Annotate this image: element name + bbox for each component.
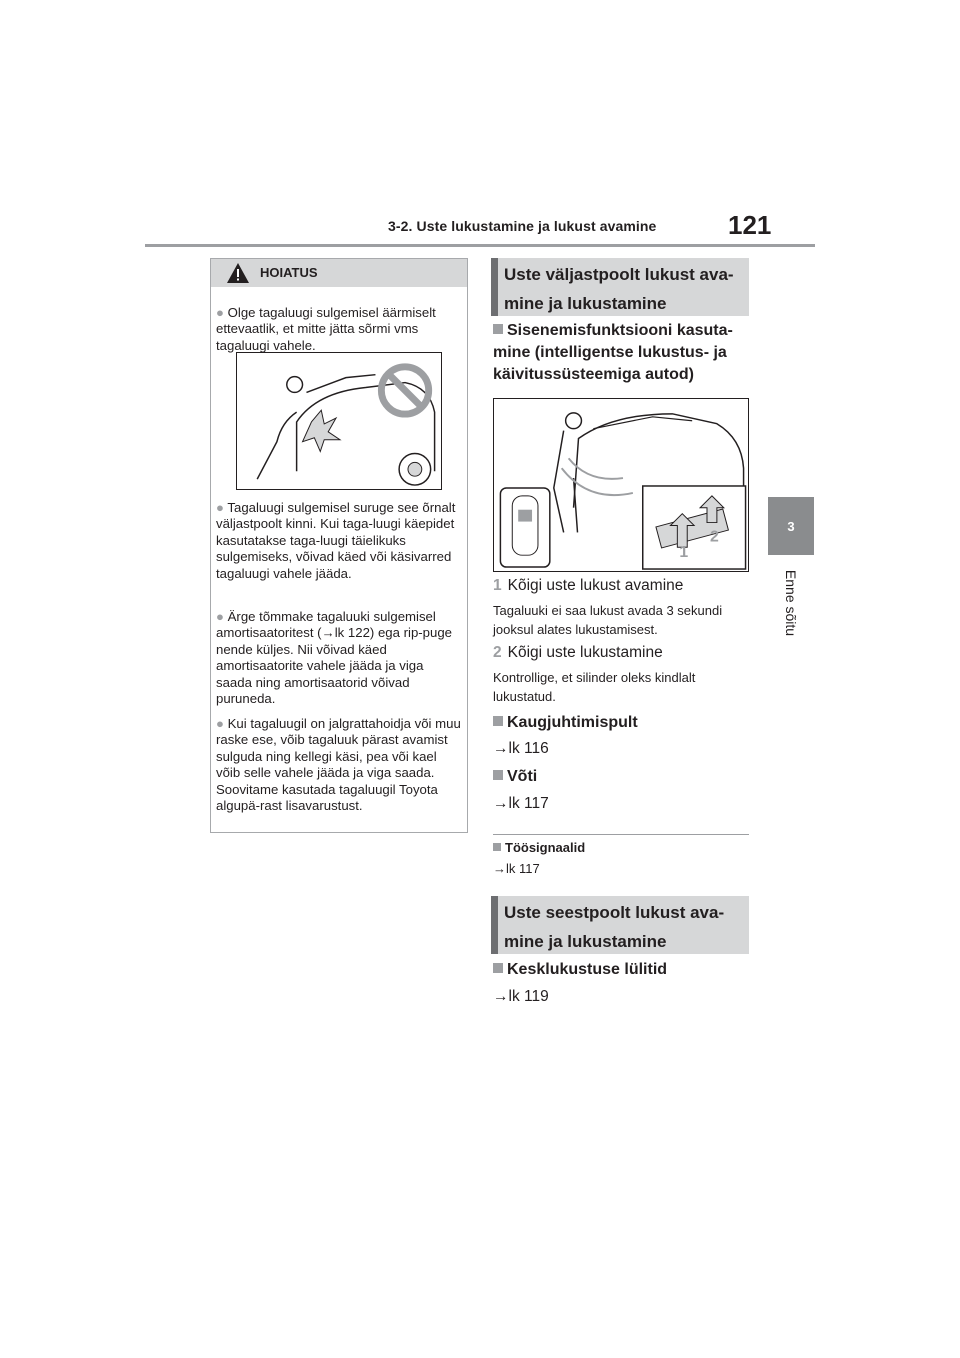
tailgate-pinch-illustration [236,352,442,490]
entry-function-illustration [493,398,749,572]
step-number: 1 [493,577,502,594]
square-bullet-icon [493,770,503,780]
section-heading: Uste väljastpoolt lukust ava-mine ja lukustamine [504,265,734,313]
square-bullet-icon [493,843,501,851]
subheading-remote: Kaugjuhtimispult [493,714,638,732]
square-bullet-icon [493,963,503,973]
warning-title: HOIATUS [260,265,318,280]
bullet-dot-icon: ● [216,500,224,515]
subheading-entry-function: Sisenemisfunktsiooni kasuta-mine (intelligentse lukustus- ja käivitussüsteemiga autod) [493,322,733,383]
bullet-dot-icon: ● [216,716,224,731]
divider [493,834,749,835]
warning-bullet: ● Kui tagaluugil on jalgrattahoidja või muu raske ese, võib tagaluuk pärast avamist sulguda ning kellegi käsi, pea või kael võib selle vahele jääda ja viga saada. Soovitame kasutada tagaluugil Toyota algupä-rast lisavarustust. [216,716,461,814]
bullet-dot-icon: ● [216,305,224,320]
step-2: 2 Kõigi uste lukustamine [493,644,663,661]
subheading-operation-signals: Töösignaalid [493,840,585,855]
subheading-key: Võti [493,768,537,786]
callout-1: 1 [679,544,689,562]
warning-bullet: ● Olge tagaluugi sulgemisel äärmiselt ettevaatlik, et mitte jätta sõrmi vms tagaluugi vahele. [216,305,436,353]
header-rule [145,244,815,247]
step-1-description: Tagaluuki ei saa lukust avada 3 sekundi jooksul alates lukustamisest. [493,603,723,637]
step-1: 1 Kõigi uste lukust avamine [493,577,684,594]
chapter-tab-label [768,558,814,648]
subheading-central-locking: Kesklukustuse lülitid [493,961,667,979]
page-number: 121 [728,210,772,240]
step-2-description: Kontrollige, et silinder oleks kindlalt lukustatud. [493,670,696,704]
section-heading: Uste seestpoolt lukust ava-mine ja lukustamine [504,903,725,951]
section-title: 3-2. Uste lukustamine ja lukust avamine [388,218,657,234]
square-bullet-icon [493,324,503,334]
page-reference-link[interactable]: →lk 117 [493,861,540,876]
page-reference-link[interactable]: →lk 117 [493,795,549,812]
square-bullet-icon [493,716,503,726]
warning-triangle-icon [226,262,250,284]
page-reference-link[interactable]: →lk 116 [493,740,549,757]
step-number: 2 [493,644,502,661]
warning-bullet: ● Tagaluugi sulgemisel suruge see õrnalt väljastpoolt kinni. Kui taga-luugi käepidet kasutatakse taga-luugi täielikuks sulgemiseks, võivad käed või käsivarred tagaluugi vahele jääda. [216,500,456,581]
chapter-number: 3 [787,518,795,534]
chapter-tab [768,497,814,555]
warning-bullet: ● Ärge tõmmake tagaluuki sulgemisel amortisaatoritest (→lk 122) ega rip-puge nende küljes. Nii võivad käed amortisaatorite vahele jääda ja viga saada ning amortisaatorid võivad puruneda. [216,609,453,707]
callout-2: 2 [709,528,719,546]
page-reference-link[interactable]: →lk 119 [493,988,549,1005]
chapter-title: Enne sõitu [783,569,799,637]
bullet-dot-icon: ● [216,609,224,624]
